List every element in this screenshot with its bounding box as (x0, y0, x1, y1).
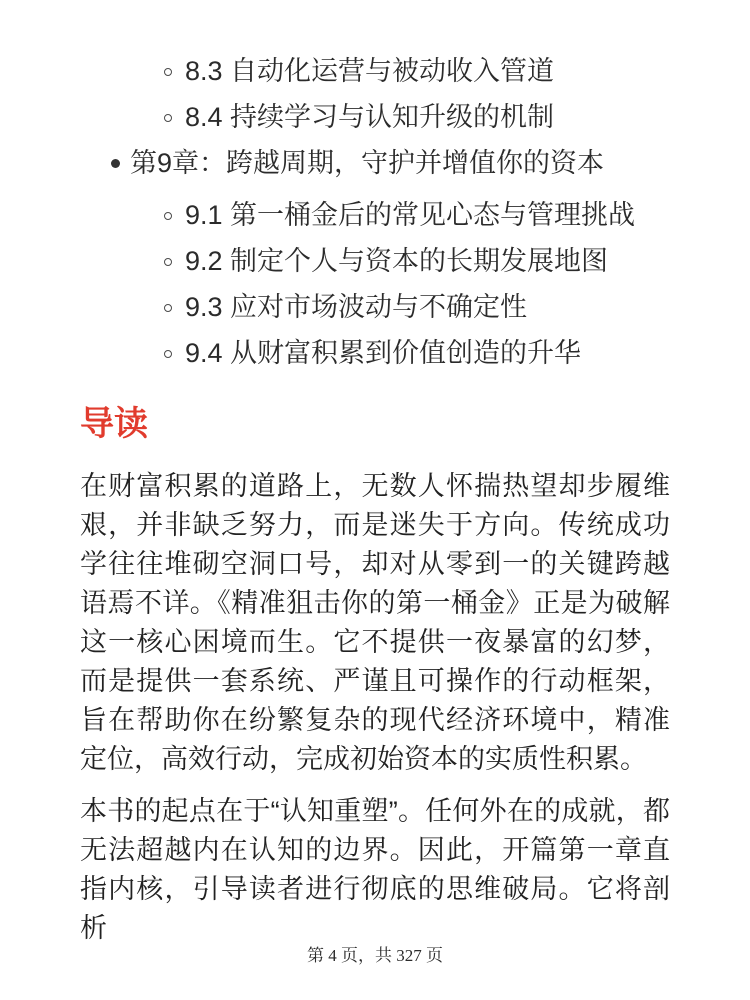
circle-bullet-icon (164, 350, 172, 358)
circle-bullet-icon (164, 258, 172, 266)
toc-item-8-4 (80, 102, 670, 133)
toc-list (80, 56, 670, 369)
toc-item-label: 8.4 持续学习与认知升级的机制 (185, 102, 555, 132)
circle-bullet-icon (164, 114, 172, 122)
page-number-indicator: 第 4 页，共 327 页 (307, 946, 443, 965)
toc-item-9-3 (130, 292, 670, 323)
intro-paragraph-2: 本书的起点在于“认知重塑”。任何外在的成就，都无法超越内在认知的边界。因此，开篇第一章直指内核，引导读者进行彻底的思维破局。它将剖析 (80, 796, 670, 943)
toc-item-label: 9.1 第一桶金后的常见心态与管理挑战 (185, 200, 636, 230)
toc-item-label: 9.2 制定个人与资本的长期发展地图 (185, 246, 609, 276)
intro-paragraph-1: 在财富积累的道路上，无数人怀揣热望却步履维艰，并非缺乏努力，而是迷失于方向。传统成功学往往堆砌空洞口号，却对从零到一的关键跨越语焉不详。《精准狙击你的第一桶金》正是为破解这一核心困境而生。它不提供一夜暴富的幻梦，而是提供一套系统、严谨且可操作的行动框架，旨在帮助你在纷繁复杂的现代经济环境中，精准定位，高效行动，完成初始资本的实质性积累。 (80, 471, 670, 774)
toc-item-9-2 (130, 246, 670, 277)
circle-bullet-icon (164, 212, 172, 220)
toc-chapter-label: 第9章：跨越周期，守护并增值你的资本 (130, 148, 605, 178)
section-heading: 导读 (80, 405, 148, 443)
toc-item-9-1 (130, 200, 670, 231)
toc-item-8-3 (80, 56, 670, 87)
toc-item-9-4 (130, 338, 670, 369)
toc-chapter-9-sublist (130, 200, 670, 369)
toc-item-label: 9.3 应对市场波动与不确定性 (185, 292, 528, 322)
toc-item-label: 8.3 自动化运营与被动收入管道 (185, 56, 555, 86)
toc-item-label: 9.4 从财富积累到价值创造的升华 (185, 338, 582, 368)
disc-bullet-icon (111, 159, 120, 168)
circle-bullet-icon (164, 68, 172, 76)
circle-bullet-icon (164, 304, 172, 312)
toc-chapter-9-item (80, 148, 670, 369)
